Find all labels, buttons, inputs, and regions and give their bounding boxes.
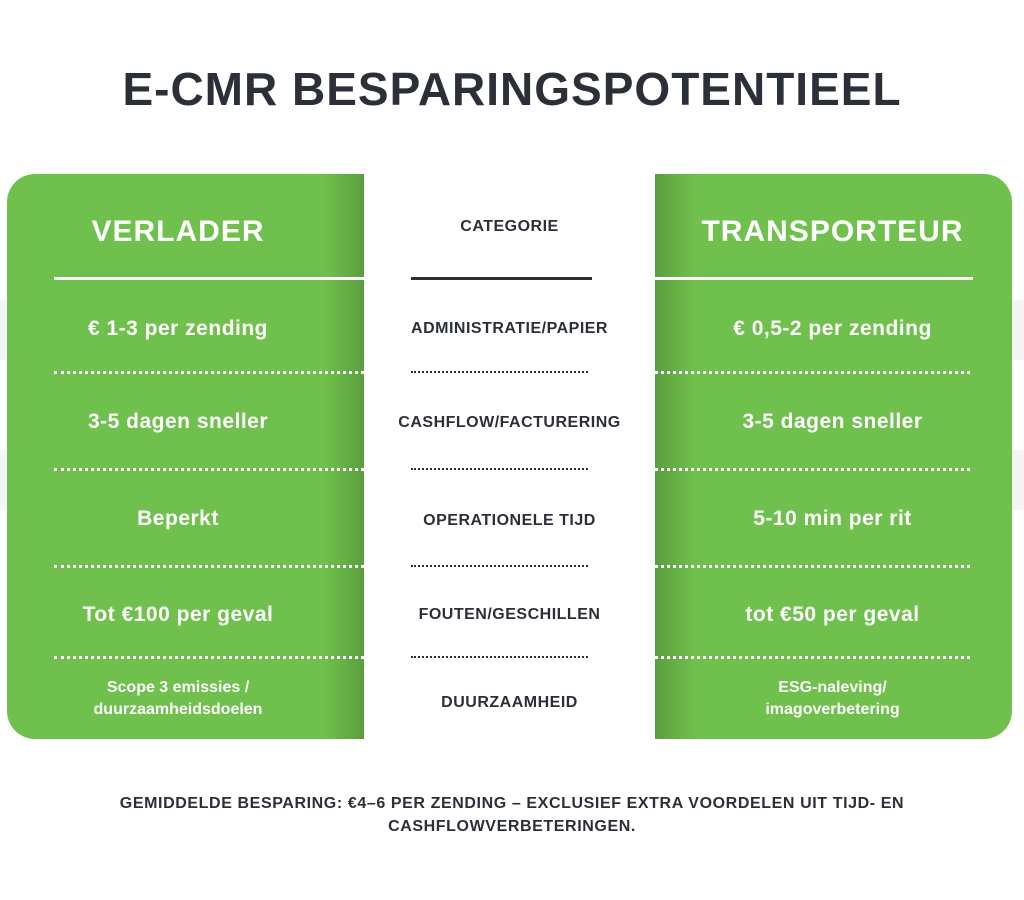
verlader-row-1: € 1-3 per zending	[87, 317, 269, 340]
row-divider	[411, 656, 588, 658]
verlader-row-4: Tot €100 per geval	[82, 603, 274, 626]
header-divider	[655, 277, 973, 280]
transporteur-panel	[655, 174, 1012, 739]
page-title: E-CMR BESPARINGSPOTENTIEEL	[122, 63, 902, 115]
transporteur-row-2: 3-5 dagen sneller	[742, 410, 923, 433]
row-divider	[655, 656, 970, 659]
category-row-3: OPERATIONELE TIJD	[423, 512, 596, 529]
row-divider	[54, 371, 364, 374]
verlader-row-2: 3-5 dagen sneller	[87, 410, 269, 433]
transporteur-row-4: tot €50 per geval	[745, 603, 920, 626]
verlader-row-3: Beperkt	[137, 507, 219, 530]
header-divider	[54, 277, 364, 280]
row-divider	[411, 565, 588, 567]
row-divider	[655, 565, 970, 568]
verlader-row-5: Scope 3 emissies / duurzaamheidsdoelen	[93, 679, 263, 718]
categorie-header: CATEGORIE	[460, 218, 559, 235]
category-row-5: DUURZAAMHEID	[441, 694, 578, 711]
row-divider	[655, 371, 970, 374]
row-divider	[411, 371, 588, 373]
row-divider	[411, 468, 588, 470]
transporteur-header: TRANSPORTEUR	[701, 215, 964, 248]
category-row-2: CASHFLOW/FACTURERING	[398, 414, 621, 431]
row-divider	[655, 468, 970, 471]
row-divider	[54, 656, 364, 659]
transporteur-row-1: € 0,5-2 per zending	[733, 317, 932, 340]
category-row-4: FOUTEN/GESCHILLEN	[418, 606, 601, 623]
category-row-1: ADMINISTRATIE/PAPIER	[411, 320, 608, 337]
transporteur-row-5: ESG-naleving/ imagoverbetering	[765, 679, 900, 718]
verlader-header: VERLADER	[91, 215, 265, 248]
row-divider	[54, 468, 364, 471]
footer-note: GEMIDDELDE BESPARING: €4–6 PER ZENDING – EXCLUSIEF EXTRA VOORDELEN UIT TIJD- EN CASHFLOWVERBETERINGEN.	[119, 795, 905, 835]
row-divider	[54, 565, 364, 568]
transporteur-row-3: 5-10 min per rit	[753, 507, 912, 530]
header-divider	[411, 277, 592, 280]
categorie-column	[364, 174, 655, 739]
verlader-panel	[7, 174, 364, 739]
